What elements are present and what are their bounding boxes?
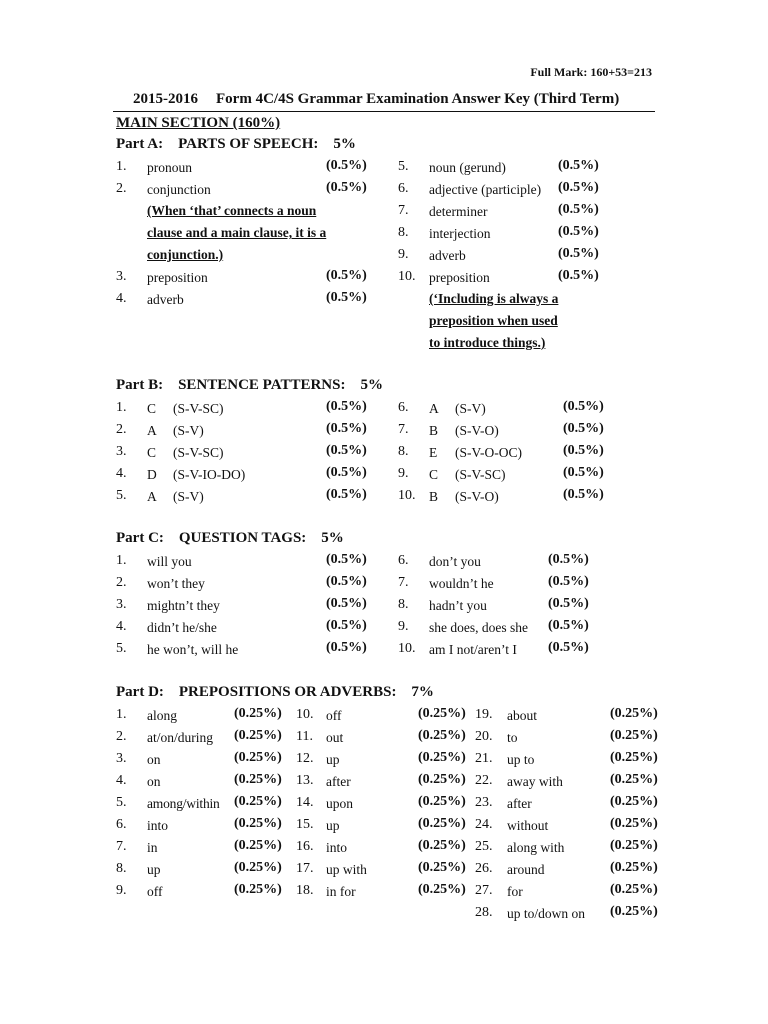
part-d-mark: (0.25%)	[234, 860, 282, 875]
part-a-answer: determiner	[429, 204, 488, 219]
part-b-pattern: (S-V)	[173, 423, 204, 438]
part-d-num: 22.	[475, 773, 493, 788]
part-d-mark: (0.25%)	[418, 882, 466, 897]
part-b-mark: (0.5%)	[326, 465, 367, 480]
part-b-mark: (0.5%)	[563, 487, 604, 502]
part-b-pattern: (S-V-IO-DO)	[173, 467, 246, 482]
part-c-answer: didn’t he/she	[147, 620, 217, 635]
part-a-answer: interjection	[429, 226, 491, 241]
part-a-num: 2.	[116, 181, 127, 196]
part-b-letter: C	[147, 401, 157, 416]
part-b-letter: B	[429, 489, 439, 504]
part-c-num: 6.	[398, 553, 409, 568]
part-b-num: 8.	[398, 444, 409, 459]
part-d-answer: after	[326, 774, 351, 789]
part-c-heading: Part C: QUESTION TAGS: 5%	[116, 530, 344, 546]
part-d-answer: off	[326, 708, 342, 723]
part-d-mark: (0.25%)	[610, 838, 658, 853]
part-a-mark: (0.5%)	[326, 158, 367, 173]
part-a-num: 5.	[398, 159, 409, 174]
part-c-num: 2.	[116, 575, 127, 590]
part-d-answer: along	[147, 708, 177, 723]
part-b-num: 6.	[398, 400, 409, 415]
part-c-mark: (0.5%)	[326, 552, 367, 567]
part-d-num: 2.	[116, 729, 127, 744]
part-c-mark: (0.5%)	[548, 596, 589, 611]
part-b-num: 7.	[398, 422, 409, 437]
part-c-num: 1.	[116, 553, 127, 568]
part-b-pattern: (S-V-O)	[455, 489, 499, 504]
part-a-num: 1.	[116, 159, 127, 174]
part-a-answer: adverb	[147, 292, 184, 307]
part-c-num: 8.	[398, 597, 409, 612]
part-b-mark: (0.5%)	[563, 443, 604, 458]
part-c-mark: (0.5%)	[548, 552, 589, 567]
part-d-mark: (0.25%)	[610, 882, 658, 897]
part-b-pattern: (S-V)	[173, 489, 204, 504]
part-b-num: 3.	[116, 444, 127, 459]
part-c-mark: (0.5%)	[326, 574, 367, 589]
part-b-mark: (0.5%)	[326, 487, 367, 502]
part-d-num: 5.	[116, 795, 127, 810]
part-a-num: 6.	[398, 181, 409, 196]
part-d-mark: (0.25%)	[234, 706, 282, 721]
part-c-num: 9.	[398, 619, 409, 634]
part-d-answer: after	[507, 796, 532, 811]
part-d-answer: up	[326, 752, 340, 767]
part-a-mark: (0.5%)	[326, 180, 367, 195]
part-d-heading: Part D: PREPOSITIONS OR ADVERBS: 7%	[116, 684, 434, 700]
part-c-mark: (0.5%)	[548, 574, 589, 589]
part-a-answer: noun (gerund)	[429, 160, 506, 175]
part-d-answer: among/within	[147, 796, 220, 811]
part-b-pattern: (S-V-SC)	[173, 445, 224, 460]
part-a-note-line: clause and a main clause, it is a	[147, 225, 327, 240]
part-d-mark: (0.25%)	[418, 772, 466, 787]
part-a-num: 10.	[398, 269, 416, 284]
part-c-answer: am I not/aren’t I	[429, 642, 517, 657]
part-d-answer: in	[147, 840, 158, 855]
part-b-mark: (0.5%)	[563, 421, 604, 436]
part-b-letter: A	[429, 401, 439, 416]
part-a-num: 9.	[398, 247, 409, 262]
part-d-answer: up	[147, 862, 161, 877]
part-a-num: 3.	[116, 269, 127, 284]
part-a-num: 7.	[398, 203, 409, 218]
part-c-answer: he won’t, will he	[147, 642, 239, 657]
part-d-answer: up with	[326, 862, 367, 877]
part-d-answer: at/on/during	[147, 730, 213, 745]
part-d-answer: to	[507, 730, 518, 745]
part-c-answer: wouldn’t he	[429, 576, 494, 591]
part-c-answer: hadn’t you	[429, 598, 487, 613]
part-d-mark: (0.25%)	[234, 750, 282, 765]
part-d-num: 26.	[475, 861, 493, 876]
part-b-num: 2.	[116, 422, 127, 437]
part-d-answer: off	[147, 884, 163, 899]
part-b-num: 9.	[398, 466, 409, 481]
part-b-mark: (0.5%)	[326, 443, 367, 458]
part-d-num: 1.	[116, 707, 127, 722]
part-d-answer: in for	[326, 884, 356, 899]
part-a-mark: (0.5%)	[326, 290, 367, 305]
part-c-mark: (0.5%)	[326, 640, 367, 655]
part-a-answer: preposition	[147, 270, 208, 285]
part-b-letter: C	[429, 467, 439, 482]
part-d-mark: (0.25%)	[610, 728, 658, 743]
part-a-mark: (0.5%)	[558, 202, 599, 217]
part-b-pattern: (S-V)	[455, 401, 486, 416]
part-a-note-line: to introduce things.)	[429, 335, 546, 350]
part-d-num: 28.	[475, 905, 493, 920]
part-d-answer: for	[507, 884, 523, 899]
part-d-mark: (0.25%)	[610, 860, 658, 875]
part-c-num: 4.	[116, 619, 127, 634]
part-b-pattern: (S-V-SC)	[173, 401, 224, 416]
part-c-num: 3.	[116, 597, 127, 612]
part-d-answer: around	[507, 862, 545, 877]
part-d-num: 7.	[116, 839, 127, 854]
part-d-num: 12.	[296, 751, 314, 766]
part-b-num: 5.	[116, 488, 127, 503]
part-d-mark: (0.25%)	[234, 816, 282, 831]
part-d-num: 21.	[475, 751, 493, 766]
part-d-answer: up	[326, 818, 340, 833]
part-a-mark: (0.5%)	[558, 180, 599, 195]
part-b-letter: C	[147, 445, 157, 460]
part-a-num: 8.	[398, 225, 409, 240]
part-a-note-line: (‘Including is always a	[429, 291, 559, 306]
part-b-letter: A	[147, 423, 157, 438]
part-a-mark: (0.5%)	[558, 224, 599, 239]
part-d-num: 17.	[296, 861, 314, 876]
part-b-pattern: (S-V-SC)	[455, 467, 506, 482]
part-c-num: 5.	[116, 641, 127, 656]
part-c-mark: (0.5%)	[548, 618, 589, 633]
part-b-num: 1.	[116, 400, 127, 415]
page-title	[133, 91, 619, 108]
part-d-mark: (0.25%)	[610, 750, 658, 765]
part-a-mark: (0.5%)	[326, 268, 367, 283]
part-d-answer: about	[507, 708, 537, 723]
part-d-answer: into	[147, 818, 169, 833]
part-d-num: 18.	[296, 883, 314, 898]
part-d-num: 13.	[296, 773, 314, 788]
part-d-mark: (0.25%)	[610, 904, 658, 919]
part-d-num: 27.	[475, 883, 493, 898]
part-d-mark: (0.25%)	[234, 838, 282, 853]
part-b-mark: (0.5%)	[326, 399, 367, 414]
part-a-answer: conjunction	[147, 182, 211, 197]
part-d-num: 11.	[296, 729, 313, 744]
part-a-note-line: preposition when used	[429, 313, 558, 328]
part-d-mark: (0.25%)	[418, 860, 466, 875]
part-a-answer: pronoun	[147, 160, 192, 175]
part-d-mark: (0.25%)	[418, 838, 466, 853]
part-d-num: 14.	[296, 795, 314, 810]
part-b-num: 4.	[116, 466, 127, 481]
part-d-answer: away with	[507, 774, 563, 789]
part-d-num: 4.	[116, 773, 127, 788]
part-d-answer: upon	[326, 796, 353, 811]
title-year: 2015-2016	[133, 91, 198, 107]
part-b-mark: (0.5%)	[563, 399, 604, 414]
part-c-answer: won’t they	[147, 576, 205, 591]
part-b-num: 10.	[398, 488, 416, 503]
part-d-mark: (0.25%)	[234, 728, 282, 743]
part-c-num: 10.	[398, 641, 416, 656]
part-a-note-line: (When ‘that’ connects a noun	[147, 203, 317, 218]
part-d-answer: on	[147, 752, 161, 767]
part-d-mark: (0.25%)	[234, 882, 282, 897]
part-a-mark: (0.5%)	[558, 268, 599, 283]
part-d-mark: (0.25%)	[234, 772, 282, 787]
part-d-answer: out	[326, 730, 344, 745]
part-d-answer: on	[147, 774, 161, 789]
part-a-answer: preposition	[429, 270, 490, 285]
part-d-num: 23.	[475, 795, 493, 810]
part-c-num: 7.	[398, 575, 409, 590]
part-d-mark: (0.25%)	[418, 750, 466, 765]
part-d-mark: (0.25%)	[418, 728, 466, 743]
part-d-num: 19.	[475, 707, 493, 722]
part-c-answer: mightn’t they	[147, 598, 220, 613]
part-d-mark: (0.25%)	[418, 706, 466, 721]
part-b-mark: (0.5%)	[563, 465, 604, 480]
part-b-heading: Part B: SENTENCE PATTERNS: 5%	[116, 377, 383, 393]
part-a-mark: (0.5%)	[558, 246, 599, 261]
part-c-mark: (0.5%)	[548, 640, 589, 655]
part-c-answer: she does, does she	[429, 620, 528, 635]
part-d-mark: (0.25%)	[418, 794, 466, 809]
part-a-num: 4.	[116, 291, 127, 306]
part-b-letter: D	[147, 467, 157, 482]
part-d-num: 3.	[116, 751, 127, 766]
part-d-num: 9.	[116, 883, 127, 898]
part-b-letter: A	[147, 489, 157, 504]
part-d-num: 16.	[296, 839, 314, 854]
part-d-num: 15.	[296, 817, 314, 832]
part-c-answer: don’t you	[429, 554, 481, 569]
part-b-letter: B	[429, 423, 439, 438]
part-c-mark: (0.5%)	[326, 596, 367, 611]
part-d-answer: into	[326, 840, 348, 855]
part-b-mark: (0.5%)	[326, 421, 367, 436]
part-b-pattern: (S-V-O-OC)	[455, 445, 522, 460]
part-c-mark: (0.5%)	[326, 618, 367, 633]
part-b-pattern: (S-V-O)	[455, 423, 499, 438]
part-d-mark: (0.25%)	[418, 816, 466, 831]
part-d-mark: (0.25%)	[610, 772, 658, 787]
part-d-num: 8.	[116, 861, 127, 876]
part-d-mark: (0.25%)	[234, 794, 282, 809]
part-d-answer: along with	[507, 840, 565, 855]
part-d-mark: (0.25%)	[610, 794, 658, 809]
part-d-num: 10.	[296, 707, 314, 722]
part-a-note-line: conjunction.)	[147, 247, 224, 262]
part-d-num: 20.	[475, 729, 493, 744]
part-d-mark: (0.25%)	[610, 706, 658, 721]
part-d-num: 24.	[475, 817, 493, 832]
part-a-heading: Part A: PARTS OF SPEECH: 5%	[116, 136, 356, 152]
part-a-answer: adverb	[429, 248, 466, 263]
part-b-letter: E	[429, 445, 438, 460]
part-a-mark: (0.5%)	[558, 158, 599, 173]
full-mark: Full Mark: 160+53=213	[530, 65, 652, 79]
part-d-answer: up to	[507, 752, 535, 767]
title-text: Form 4C/4S Grammar Examination Answer Key (Third Term)	[216, 91, 620, 107]
part-d-answer: up to/down on	[507, 906, 586, 921]
part-d-num: 25.	[475, 839, 493, 854]
part-c-answer: will you	[147, 554, 192, 569]
main-section-heading: MAIN SECTION (160%)	[116, 115, 281, 131]
part-d-mark: (0.25%)	[610, 816, 658, 831]
title-rule	[113, 111, 655, 112]
part-d-num: 6.	[116, 817, 127, 832]
part-d-answer: without	[507, 818, 549, 833]
part-a-answer: adjective (participle)	[429, 182, 542, 197]
